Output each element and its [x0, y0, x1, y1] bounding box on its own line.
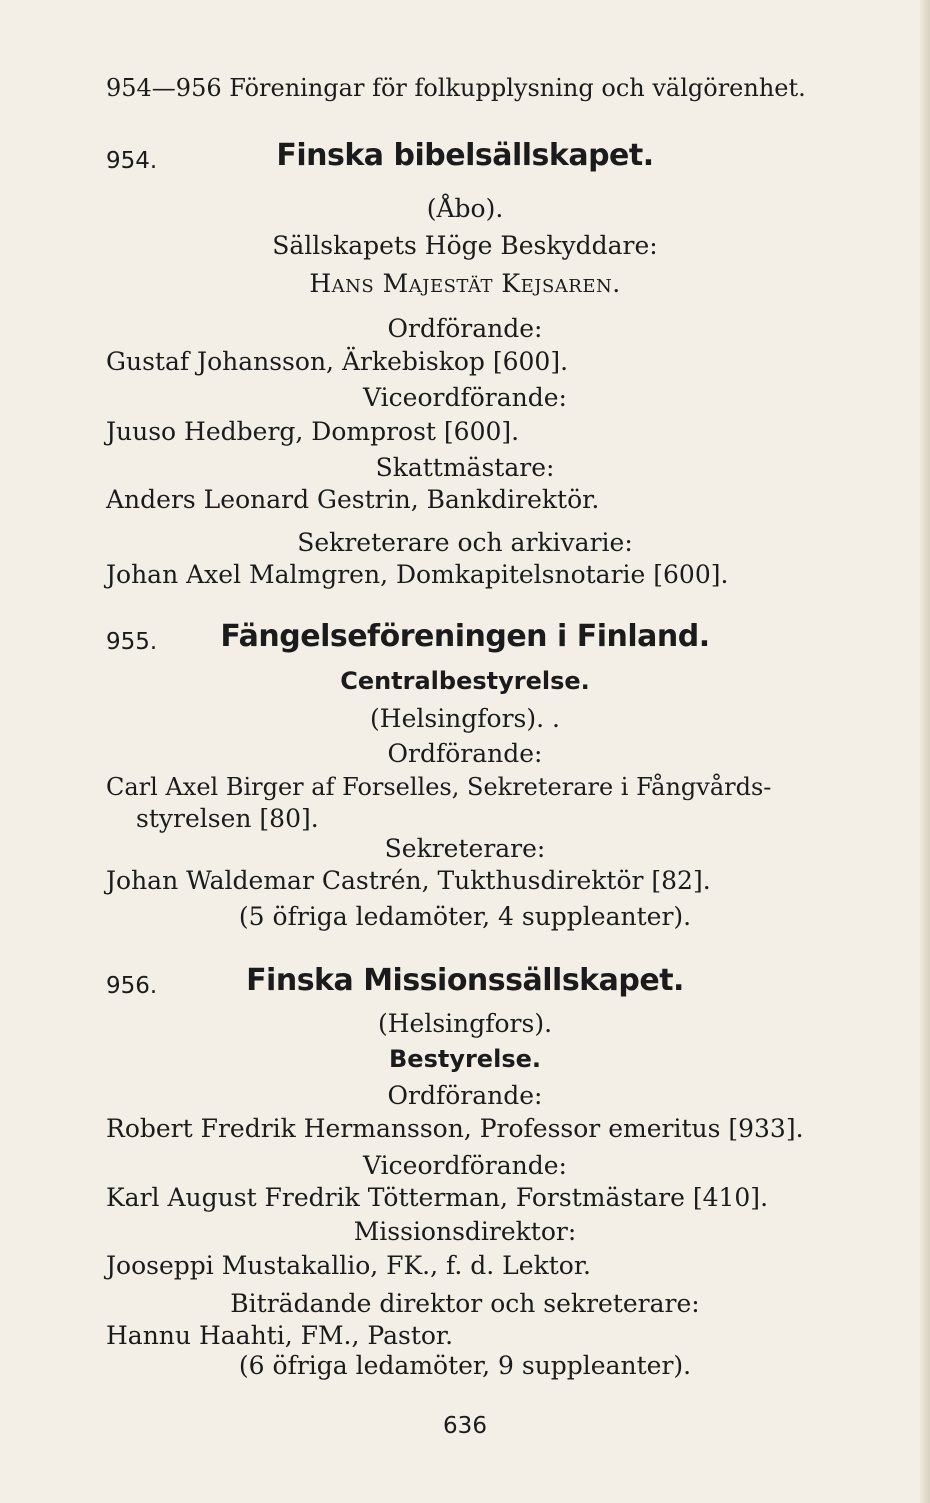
role-label: Ordförande: [387, 1081, 543, 1110]
role-holder: Johan Waldemar Castrén, Tukthusdirektör [82]. [106, 866, 711, 895]
entry-place: (Helsingfors). . [370, 704, 560, 733]
role-holder-continued: styrelsen [80]. [136, 804, 319, 833]
role-holder: Carl Axel Birger af Forselles, Sekreterare i Fångvårds- [106, 773, 772, 801]
role-label: Viceordförande: [363, 1151, 567, 1180]
role-holder: Johan Axel Malmgren, Domkapitelsnotarie [600]. [106, 560, 729, 589]
members-note: (6 öfriga ledamöter, 9 suppleanter). [238, 1351, 692, 1380]
role-holder: Robert Fredrik Hermansson, Professor emeritus [933]. [106, 1114, 804, 1143]
role-holder: Karl August Fredrik Tötterman, Forstmästare [410]. [106, 1183, 769, 1212]
role-label: Skattmästare: [375, 453, 555, 482]
board-heading: Bestyrelse. [389, 1045, 541, 1073]
entry-title: Finska bibelsällskapet. [276, 138, 654, 173]
role-label: Viceordförande: [363, 383, 567, 412]
entry-title: Fängelseföreningen i Finland. [220, 619, 710, 654]
entry-title: Finska Missionssällskapet. [246, 963, 684, 998]
role-label: Sekreterare och arkivarie: [297, 528, 633, 557]
entry-number: 956. [106, 973, 158, 999]
patron-label: Sällskapets Höge Beskyddare: [272, 231, 658, 260]
role-label: Biträdande direktor och sekreterare: [230, 1289, 700, 1318]
entry-place: (Åbo). [426, 194, 504, 223]
running-header: 954—956 Föreningar för folkupplysning och välgörenhet. [106, 74, 806, 102]
role-holder: Anders Leonard Gestrin, Bankdirektör. [106, 485, 600, 514]
role-label: Sekreterare: [384, 834, 546, 863]
members-note: (5 öfriga ledamöter, 4 suppleanter). [238, 902, 692, 931]
role-label: Ordförande: [387, 739, 543, 768]
role-holder: Jooseppi Mustakallio, FK., f. d. Lektor. [106, 1251, 591, 1280]
board-heading: Centralbestyrelse. [340, 667, 590, 695]
patron-name: Hans Majestät Kejsaren. [309, 269, 621, 298]
role-holder: Gustaf Johansson, Ärkebiskop [600]. [106, 347, 569, 376]
entry-number: 955. [106, 629, 158, 655]
role-holder: Juuso Hedberg, Domprost [600]. [106, 417, 520, 446]
role-holder: Hannu Haahti, FM., Pastor. [106, 1321, 454, 1350]
entry-number: 954. [106, 148, 158, 174]
page-number: 636 [443, 1413, 487, 1439]
role-label: Ordförande: [387, 314, 543, 343]
role-label: Missionsdirektor: [353, 1217, 577, 1246]
entry-place: (Helsingfors). [377, 1009, 553, 1038]
